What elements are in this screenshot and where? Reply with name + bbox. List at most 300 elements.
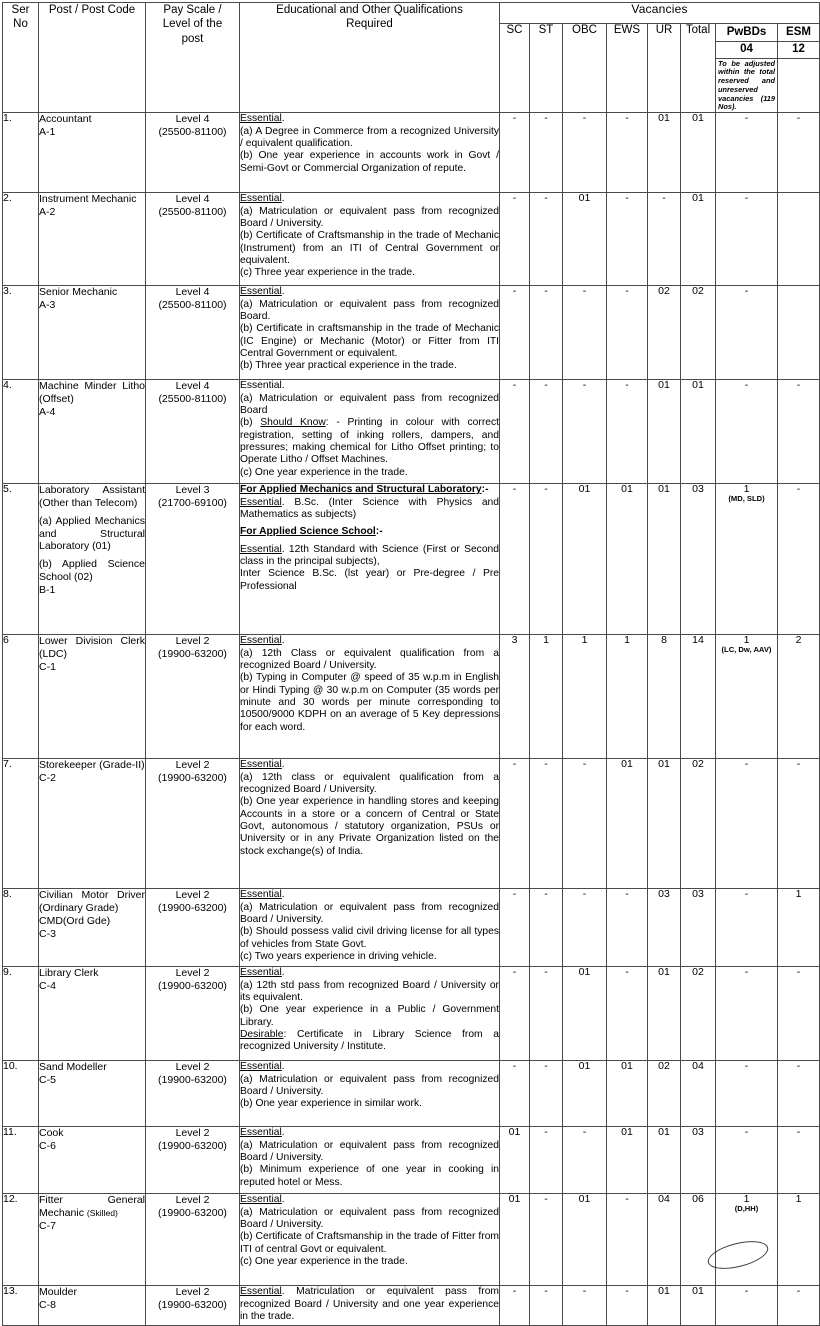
qual-line-1: (a) 12th std pass from recognized Board / University or its equivalent. [240, 979, 499, 1003]
post-code: C-5 [39, 1073, 56, 1086]
cell-vacancy-ews-value: 01 [621, 1060, 633, 1073]
qual-line-1: (a) Matriculation or equivalent pass from recognized Board. [240, 298, 499, 322]
header-sc: SC [500, 24, 530, 113]
cell-post [39, 1286, 146, 1326]
cell-pay-scale [146, 1127, 240, 1194]
cell-vacancy-sc-value: 01 [508, 1126, 521, 1139]
cell-vacancy-pwbd-categories: (MD, SLD) [728, 494, 765, 504]
header-esm-label: ESM [786, 26, 811, 38]
cell-vacancy-st [530, 113, 563, 193]
pay-level: Level 2 [175, 759, 210, 772]
ser-no-value: 3. [3, 285, 12, 298]
post-title: Moulder [39, 1286, 77, 1299]
cell-vacancy-st-value: - [544, 112, 548, 125]
cell-vacancy-ur [648, 193, 681, 286]
pay-level: Level 2 [175, 1286, 210, 1299]
post-code: C-8 [39, 1298, 56, 1311]
qual-line-2: (b) Typing in Computer @ speed of 35 w.p.m in English or Hindi Typing @ 30 w.p.m on Computer (35 words per minute and 30 words per minute corresponding to 10500/9000 KDPH on an average of 5 Key depressions for each word. [240, 672, 499, 733]
cell-vacancy-obc [563, 286, 607, 380]
ser-no-value: 13. [3, 1285, 18, 1298]
cell-vacancy-ews [607, 193, 648, 286]
cell-vacancy-esm-value: - [796, 966, 801, 979]
cell-vacancy-ews [607, 113, 648, 193]
cell-vacancy-ews [607, 1194, 648, 1286]
cell-vacancy-pwbd [716, 1061, 778, 1127]
header-esm-cell [778, 24, 820, 113]
header-pay-line2: Level of the [162, 18, 223, 31]
cell-qualifications [240, 635, 500, 759]
table-row [3, 380, 820, 484]
qual-line-2: (b) Should Know: - Printing in colour with correct registration, setting of inking rollers, dampers, and pressures; making chemical for Litho Offset printing; to Operate Litho / Offset Machines. [240, 417, 499, 466]
vacancy-table [2, 2, 820, 1326]
cell-vacancy-obc-value: - [582, 112, 587, 125]
cell-post [39, 484, 146, 635]
cell-qualifications [240, 113, 500, 193]
cell-vacancy-total [681, 193, 716, 286]
cell-qualifications [240, 759, 500, 889]
cell-vacancy-st [530, 1194, 563, 1286]
cell-vacancy-obc [563, 193, 607, 286]
cell-vacancy-ur [648, 286, 681, 380]
post-title: Sand Modeller [39, 1061, 107, 1074]
cell-vacancy-ews-value: 1 [624, 634, 630, 647]
cell-vacancy-ur-value: 01 [658, 1126, 670, 1139]
header-ur: UR [648, 24, 681, 113]
cell-vacancy-st-value: - [544, 379, 548, 392]
cell-vacancy-pwbd [716, 635, 778, 759]
cell-vacancy-sc [500, 286, 530, 380]
pay-range: (25500-81100) [158, 205, 227, 218]
cell-vacancy-esm [778, 1194, 820, 1286]
cell-vacancy-ews [607, 286, 648, 380]
pay-range: (19900-63200) [158, 771, 227, 784]
cell-vacancy-sc [500, 889, 530, 967]
ser-no-value: 9. [3, 966, 12, 979]
header-ser-no [3, 3, 39, 113]
header-pay-line1: Pay Scale / [163, 4, 222, 16]
cell-vacancy-st-value: - [544, 483, 548, 496]
table-row [3, 635, 820, 759]
qual-line-4: Inter Science B.Sc. (lst year) or Pre-degree / Pre Professional [240, 568, 499, 592]
cell-vacancy-ur [648, 1127, 681, 1194]
cell-vacancy-total [681, 1127, 716, 1194]
cell-pay-scale [146, 1286, 240, 1326]
cell-vacancy-st [530, 1127, 563, 1194]
post-title: Instrument Mechanic [39, 193, 137, 206]
cell-vacancy-sc-value: - [512, 888, 517, 901]
cell-vacancy-total-value: 01 [692, 192, 704, 205]
cell-vacancy-ur-value: 01 [658, 758, 670, 771]
cell-vacancy-st [530, 193, 563, 286]
cell-vacancy-obc [563, 113, 607, 193]
post-code: B-1 [39, 583, 56, 596]
cell-vacancy-obc-value: - [582, 758, 587, 771]
cell-vacancy-pwbd-value: - [744, 379, 749, 392]
cell-vacancy-total [681, 113, 716, 193]
header-ews: EWS [607, 24, 648, 113]
cell-ser-no [3, 286, 39, 380]
cell-vacancy-st [530, 967, 563, 1061]
cell-vacancy-pwbd-value: - [744, 112, 749, 125]
cell-vacancy-st [530, 1061, 563, 1127]
pay-level: Level 4 [175, 286, 210, 299]
cell-vacancy-pwbd-value: 1 [743, 1193, 750, 1206]
cell-vacancy-ur [648, 635, 681, 759]
cell-post [39, 889, 146, 967]
cell-vacancy-obc-value: 01 [578, 1060, 591, 1073]
cell-pay-scale [146, 380, 240, 484]
post-title: Cook [39, 1127, 64, 1140]
cell-vacancy-st-value: - [544, 1285, 548, 1298]
cell-qualifications [240, 193, 500, 286]
cell-ser-no [3, 635, 39, 759]
cell-vacancy-total [681, 286, 716, 380]
cell-vacancy-ur [648, 1194, 681, 1286]
post-title: Machine Minder Litho (Offset) [39, 380, 145, 405]
cell-vacancy-ur-value: 01 [658, 112, 670, 125]
pay-level: Level 3 [175, 484, 210, 497]
cell-vacancy-esm-value: - [796, 758, 801, 771]
cell-vacancy-ews-value: - [625, 1285, 629, 1298]
cell-ser-no [3, 1286, 39, 1326]
cell-vacancy-obc-value: 01 [578, 966, 591, 979]
cell-vacancy-esm-value: - [796, 1060, 801, 1073]
cell-ser-no [3, 967, 39, 1061]
cell-vacancy-pwbd-categories: (LC, Dw, AAV) [721, 645, 772, 655]
cell-vacancy-total-value: 02 [692, 285, 704, 298]
cell-vacancy-esm-value: 1 [795, 1193, 802, 1206]
ser-no-value: 10. [3, 1060, 18, 1073]
ser-no-value: 4. [3, 379, 12, 392]
qual-line-0: Essential. [240, 113, 285, 125]
qual-line-2: (b) One year experience in a Public / Government Library. [240, 1004, 499, 1028]
header-ser-no-line2: No [13, 18, 28, 31]
qual-line-0: Essential. [240, 889, 285, 901]
cell-vacancy-obc [563, 1194, 607, 1286]
cell-post [39, 380, 146, 484]
cell-qualifications [240, 967, 500, 1061]
header-adjust-note: To be adjusted within the total reserved and unreserved vacancies (119 Nos). [718, 58, 775, 112]
cell-qualifications [240, 484, 500, 635]
cell-post [39, 1127, 146, 1194]
qual-line-1: (a) Matriculation or equivalent pass from recognized Board / University. [240, 1206, 499, 1230]
cell-vacancy-sc [500, 1194, 530, 1286]
cell-post [39, 967, 146, 1061]
pay-range: (19900-63200) [158, 1073, 227, 1086]
cell-post [39, 193, 146, 286]
cell-vacancy-pwbd-value: 1 [743, 634, 750, 647]
cell-vacancy-st [530, 635, 563, 759]
cell-vacancy-total [681, 1194, 716, 1286]
cell-vacancy-esm-value: - [796, 1285, 801, 1298]
qual-line-1: (a) A Degree in Commerce from a recognized University / equivalent qualification. [240, 125, 499, 149]
cell-vacancy-obc [563, 1061, 607, 1127]
cell-vacancy-pwbd [716, 484, 778, 635]
pay-level: Level 2 [175, 889, 210, 902]
table-row [3, 1286, 820, 1326]
ser-no-value: 8. [3, 888, 12, 901]
cell-vacancy-obc-value: - [582, 1126, 587, 1139]
cell-vacancy-ews [607, 380, 648, 484]
qual-line-0: Essential. [240, 1127, 285, 1139]
cell-vacancy-obc-value: 1 [581, 634, 588, 647]
cell-vacancy-ews-value: - [625, 888, 629, 901]
qual-line-2: For Applied Science School:- [240, 526, 383, 538]
pay-level: Level 4 [175, 380, 210, 393]
cell-vacancy-ur-value: 01 [658, 379, 670, 392]
cell-vacancy-obc-value: - [582, 888, 587, 901]
table-row [3, 759, 820, 889]
qual-line-2: (b) Certificate of Craftsmanship in the trade of Mechanic (Instrument) from an ITI of Central Government or equivalent. [240, 230, 499, 266]
qual-line-2: (b) Should possess valid civil driving license for all types of vehicles from State Govt. [240, 926, 499, 950]
cell-post [39, 1194, 146, 1286]
cell-vacancy-pwbd [716, 967, 778, 1061]
cell-vacancy-ur [648, 1286, 681, 1326]
header-pwbds-count: 04 [716, 41, 777, 59]
ser-no-value: 1. [3, 112, 12, 125]
pay-range: (19900-63200) [158, 647, 227, 660]
cell-vacancy-ews [607, 1061, 648, 1127]
qual-line-1: (a) Matriculation or equivalent pass from recognized Board / University. [240, 205, 499, 229]
cell-vacancy-total [681, 1061, 716, 1127]
cell-vacancy-sc-value: - [512, 379, 517, 392]
cell-pay-scale [146, 635, 240, 759]
cell-vacancy-total [681, 967, 716, 1061]
cell-qualifications [240, 1286, 500, 1326]
pay-level: Level 2 [175, 1061, 210, 1074]
cell-vacancy-esm-value: - [796, 1126, 801, 1139]
header-vacancies-group: Vacancies [500, 3, 820, 24]
header-qual-line1: Educational and Other Qualifications [276, 4, 463, 16]
qual-line-0: For Applied Mechanics and Structural Laboratory:- [240, 484, 489, 496]
qual-line-2: (b) Certificate of Craftsmanship in the trade of Fitter from ITI of central Govt or equivalent. [240, 1231, 499, 1255]
cell-vacancy-esm [778, 889, 820, 967]
cell-vacancy-st [530, 380, 563, 484]
cell-vacancy-ews [607, 967, 648, 1061]
cell-vacancy-pwbd-value: - [744, 758, 749, 771]
qual-line-1: Essential. B.Sc. (Inter Science with Physics and Mathematics as subjects) [240, 496, 499, 520]
cell-vacancy-st-value: - [544, 1060, 548, 1073]
qual-line-1: (a) Matriculation or equivalent pass from recognized Board / University. [240, 1139, 499, 1163]
cell-vacancy-esm [778, 113, 820, 193]
cell-vacancy-ur-value: 01 [658, 966, 670, 979]
qual-line-0: Essential. [240, 1061, 285, 1073]
cell-vacancy-pwbd-value: - [744, 1060, 749, 1073]
cell-vacancy-st-value: 1 [543, 634, 549, 647]
cell-vacancy-obc [563, 889, 607, 967]
cell-pay-scale [146, 1194, 240, 1286]
qual-line-0: Essential. [240, 1194, 285, 1206]
cell-vacancy-sc-value: - [512, 758, 517, 771]
cell-vacancy-ur-value: - [662, 192, 666, 205]
cell-vacancy-total [681, 759, 716, 889]
cell-vacancy-ews [607, 759, 648, 889]
post-code: C-7 [39, 1219, 56, 1232]
header-obc: OBC [563, 24, 607, 113]
cell-vacancy-obc [563, 484, 607, 635]
cell-vacancy-pwbd-value: - [744, 285, 749, 298]
cell-vacancy-esm [778, 759, 820, 889]
cell-vacancy-ews-value: 01 [621, 758, 633, 771]
cell-vacancy-pwbd-categories: (D,HH) [734, 1204, 759, 1214]
cell-vacancy-sc [500, 193, 530, 286]
cell-vacancy-ews-value: - [625, 192, 629, 205]
cell-vacancy-total-value: 02 [692, 758, 704, 771]
cell-vacancy-esm [778, 967, 820, 1061]
table-body [3, 113, 820, 1326]
cell-vacancy-ur-value: 8 [661, 634, 667, 647]
cell-vacancy-total-value: 03 [692, 888, 704, 901]
table-row [3, 113, 820, 193]
qual-line-0: Essential. [240, 967, 285, 979]
post-title: Accountant [39, 113, 92, 126]
cell-post [39, 635, 146, 759]
qual-line-0: Essential. Matriculation or equivalent pass from recognized Board / University and one year experience in the trade. [240, 1286, 499, 1322]
cell-ser-no [3, 889, 39, 967]
cell-vacancy-ews-value: - [625, 285, 629, 298]
cell-pay-scale [146, 484, 240, 635]
table-header [3, 3, 820, 113]
table-row [3, 484, 820, 635]
cell-vacancy-ews-value: - [625, 1193, 629, 1206]
cell-vacancy-total-value: 01 [692, 1285, 704, 1298]
cell-vacancy-sc-value: - [512, 483, 517, 496]
cell-vacancy-sc [500, 1127, 530, 1194]
cell-vacancy-st-value: - [544, 192, 548, 205]
qual-line-3: (b) Three year practical experience in the trade. [240, 360, 457, 372]
cell-vacancy-ews [607, 484, 648, 635]
cell-post [39, 286, 146, 380]
cell-ser-no [3, 759, 39, 889]
post-title: Storekeeper (Grade-II) [39, 759, 145, 772]
cell-pay-scale [146, 889, 240, 967]
qual-line-0: Essential. [240, 380, 285, 392]
post-title: Lower Division Clerk (LDC) [39, 635, 145, 660]
cell-vacancy-esm [778, 193, 820, 286]
pay-level: Level 4 [175, 193, 210, 206]
cell-vacancy-sc-value: - [512, 112, 517, 125]
cell-vacancy-ews [607, 1286, 648, 1326]
cell-ser-no [3, 113, 39, 193]
table-row [3, 889, 820, 967]
pay-range: (19900-63200) [158, 901, 227, 914]
cell-post [39, 1061, 146, 1127]
cell-ser-no [3, 380, 39, 484]
post-code: C-1 [39, 660, 56, 673]
cell-vacancy-pwbd [716, 1286, 778, 1326]
cell-vacancy-sc-value: 3 [511, 634, 518, 647]
cell-ser-no [3, 484, 39, 635]
cell-vacancy-st-value: - [544, 758, 548, 771]
cell-pay-scale [146, 113, 240, 193]
cell-vacancy-total-value: 02 [692, 966, 704, 979]
cell-qualifications [240, 1127, 500, 1194]
cell-vacancy-total [681, 484, 716, 635]
cell-vacancy-ur-value: 01 [658, 483, 670, 496]
cell-vacancy-sc-value: 01 [508, 1193, 521, 1206]
post-title: Laboratory Assistant (Other than Telecom) [39, 484, 145, 509]
cell-vacancy-pwbd [716, 113, 778, 193]
ser-no-value: 6 [3, 634, 9, 647]
post-title: Civilian Motor Driver (Ordinary Grade) [39, 889, 145, 914]
cell-vacancy-pwbd [716, 380, 778, 484]
cell-qualifications [240, 380, 500, 484]
cell-vacancy-total-value: 14 [692, 634, 704, 647]
cell-vacancy-ews [607, 889, 648, 967]
pay-range: (25500-81100) [158, 392, 227, 405]
cell-vacancy-st-value: - [544, 966, 548, 979]
header-pay-line3: post [181, 32, 204, 45]
cell-qualifications [240, 1061, 500, 1127]
cell-vacancy-ur [648, 967, 681, 1061]
ser-no-value: 5. [3, 483, 12, 496]
header-ser-no-line1: Ser [11, 4, 30, 16]
pay-range: (21700-69100) [158, 496, 227, 509]
ser-no-value: 11. [3, 1126, 17, 1139]
post-sub-item-1: (b) Applied Science School (02) [39, 558, 145, 583]
cell-pay-scale [146, 286, 240, 380]
cell-vacancy-ur [648, 759, 681, 889]
post-title: Library Clerk [39, 967, 99, 980]
qual-line-1: (a) 12th class or equivalent qualification from a recognized Board / University. [240, 771, 499, 795]
cell-vacancy-sc [500, 380, 530, 484]
cell-pay-scale [146, 759, 240, 889]
pay-level: Level 2 [175, 967, 210, 980]
cell-vacancy-total-value: 06 [692, 1193, 704, 1206]
cell-post [39, 759, 146, 889]
qual-line-1: (a) Matriculation or equivalent pass from recognized Board [240, 392, 499, 416]
qual-line-3: (c) Three year experience in the trade. [240, 267, 415, 279]
cell-vacancy-ur [648, 484, 681, 635]
pay-level: Level 2 [175, 1127, 210, 1140]
header-pay-scale [146, 3, 240, 113]
cell-vacancy-pwbd-value: - [744, 966, 749, 979]
cell-vacancy-ews-value: 01 [621, 483, 633, 496]
table-row [3, 286, 820, 380]
cell-vacancy-total-value: 01 [692, 379, 704, 392]
cell-vacancy-sc [500, 1286, 530, 1326]
cell-vacancy-total-value: 03 [692, 483, 704, 496]
cell-vacancy-sc [500, 759, 530, 889]
cell-vacancy-obc-value: 01 [578, 1193, 591, 1206]
cell-ser-no [3, 1194, 39, 1286]
table-row [3, 967, 820, 1061]
cell-vacancy-sc [500, 967, 530, 1061]
cell-vacancy-ews-value: - [625, 966, 629, 979]
qual-line-0: Essential. [240, 759, 285, 771]
post-code: A-1 [39, 125, 56, 138]
cell-vacancy-pwbd [716, 1127, 778, 1194]
cell-qualifications [240, 1194, 500, 1286]
ser-no-value: 12. [3, 1193, 18, 1206]
qual-line-2: (b) One year experience in accounts work in Govt / Semi-Govt or Commercial Organization of repute. [240, 150, 499, 174]
cell-vacancy-pwbd [716, 193, 778, 286]
cell-vacancy-esm-value: - [796, 483, 801, 496]
cell-vacancy-ur-value: 03 [658, 888, 670, 901]
cell-vacancy-ur [648, 380, 681, 484]
post-title-qualifier: (Skilled) [86, 1207, 118, 1218]
qual-line-3: (c) One year experience in the trade. [240, 466, 408, 478]
post-code: A-4 [39, 405, 56, 418]
cell-vacancy-obc-value: - [582, 1285, 587, 1298]
qual-line-1: (a) Matriculation or equivalent pass from recognized Board / University. [240, 901, 499, 925]
cell-vacancy-esm [778, 1127, 820, 1194]
cell-vacancy-ur [648, 889, 681, 967]
cell-vacancy-sc-value: - [512, 1285, 517, 1298]
table-row [3, 1061, 820, 1127]
qual-line-3: Desirable: Certificate in Library Science from a recognized University / Institute. [240, 1028, 499, 1053]
cell-ser-no [3, 1127, 39, 1194]
